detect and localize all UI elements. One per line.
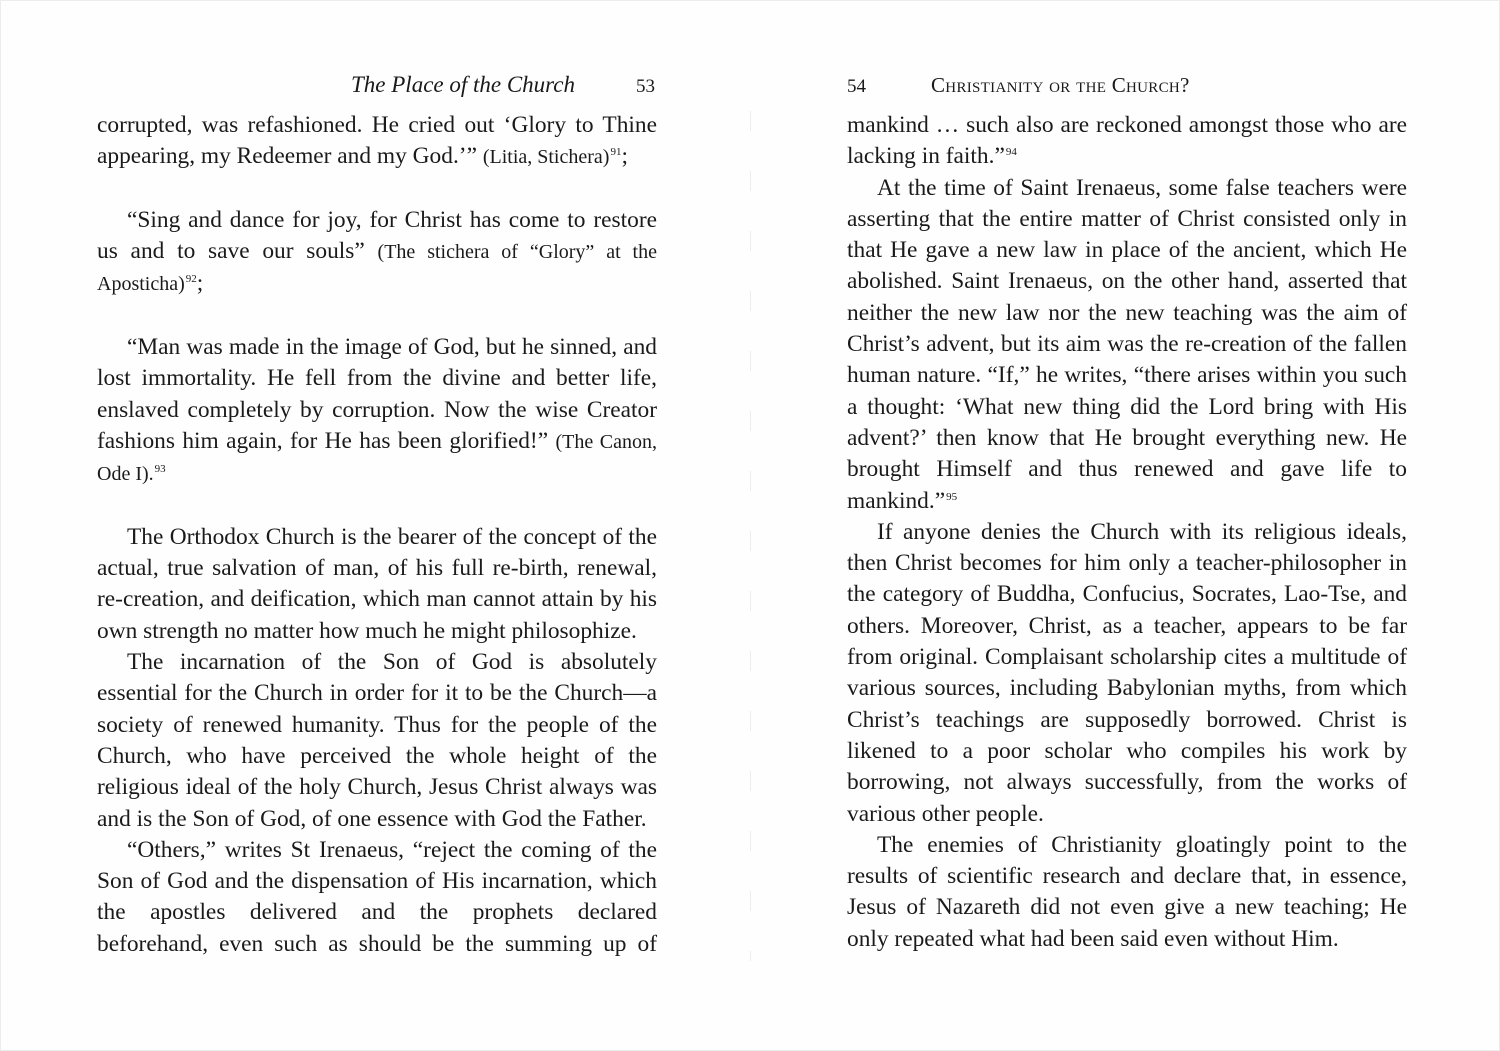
paragraph-text: mankind … such also are reckoned amongst those who are lacking in faith.” [847,112,1407,170]
paragraph: The Orthodox Church is the bearer of the concept of the actual, true salvation of man, of his full re-birth, renewal, re-creation, and deification, which man cannot attain by his own strength no matter how much he might philosophize. [97,523,657,644]
footnote-marker[interactable]: 92 [185,273,197,286]
page-number: 53 [636,76,655,97]
paragraph [847,173,1407,517]
punctuation: ; [621,143,628,170]
paragraph-text: corrupted, was refashioned. He cried out ‘Glory to Thine appearing, my Redeemer and my God.’” [97,112,657,170]
paragraph: If anyone denies the Church with its religious ideals, then Christ becomes for him only a teacher-philosopher in the category of Buddha, Confucius, Socrates, Lao-Tse, and others. Moreover, Christ, as a teacher, appears to be far from original. Complaisant scholarship cites a multitude of various sources, including Babylonian myths, from which Christ’s teachings are supposedly borrowed. Christ is likened to a poor scholar who compiles his work by borrowing, not always successfully, from the works of various other people. [847,518,1407,827]
liturgical-citation: (The Canon, Ode I). [97,430,657,486]
paragraph: The enemies of Christianity gloatingly point to the results of scientific research and declare that, in essence, Jesus of Nazareth did not even give a new teaching; He only repeated what had been said even without Him. [847,831,1407,952]
page-number: 54 [847,76,866,97]
footnote-marker[interactable]: 95 [946,490,958,503]
paragraph [97,110,657,174]
liturgical-citation: (The stichera of “Glory” at the Aposticha) [97,241,657,296]
footnote-marker[interactable]: 91 [610,146,622,159]
running-head-title: The Place of the Church [351,72,575,97]
running-head-title: Christianity or the Church? [931,73,1190,97]
paragraph-text: At the time of Saint Irenaeus, some false teachers were asserting that the entire matter of Christ consisted only in that He gave a new law in place of the ancient, which He abolished. Saint Irenaeus, on the other hand, asserted that neither the new law nor the new teaching was the aim of Christ’s advent, but its aim was the re-creation of the fallen human nature. “If,” he writes, “there arises within you such a thought: ‘What new thing did the Lord bring with His advent?’ then know that He brought everything new. He brought Himself and thus renewed and gave life to mankind.” [847,174,1407,514]
right-running-head [847,69,1407,101]
paragraph-text: “Sing and dance for joy, for Christ has come to restore us and to save our souls” [97,206,657,265]
liturgical-citation: (Litia, Stichera) [482,146,610,169]
footnote-marker[interactable]: 93 [154,463,166,476]
right-body-text [847,110,1407,955]
paragraph: The incarnation of the Son of God is absolutely essential for the Church in order for it to be the Church—a society of renewed humanity. Thus for the people of the Church, who have perceived the whole height of the religious ideal of the holy Church, Jesus Christ always was and is the Son of God, of one essence with God the Father. [97,649,657,832]
paragraph [97,332,657,490]
paragraph-text: “Man was made in the image of God, but he sinned, and lost immortality. He fell from the divine and better life, enslaved completely by corruption. Now the wise Creator fashions him again, for He has been glorified!” [97,334,657,454]
footnote-marker[interactable]: 94 [1005,146,1017,159]
paragraph [847,110,1407,173]
paragraph [97,205,657,301]
paragraph: “Others,” writes St Irenaeus, “reject the coming of the Son of God and the dispensation of His incarnation, which the apostles delivered and the prophets declared beforehand, even such as should be the summing up of [97,836,657,957]
left-running-head [97,69,657,101]
page-gutter [750,111,751,961]
punctuation: ; [196,270,204,297]
left-body-text [97,110,657,960]
